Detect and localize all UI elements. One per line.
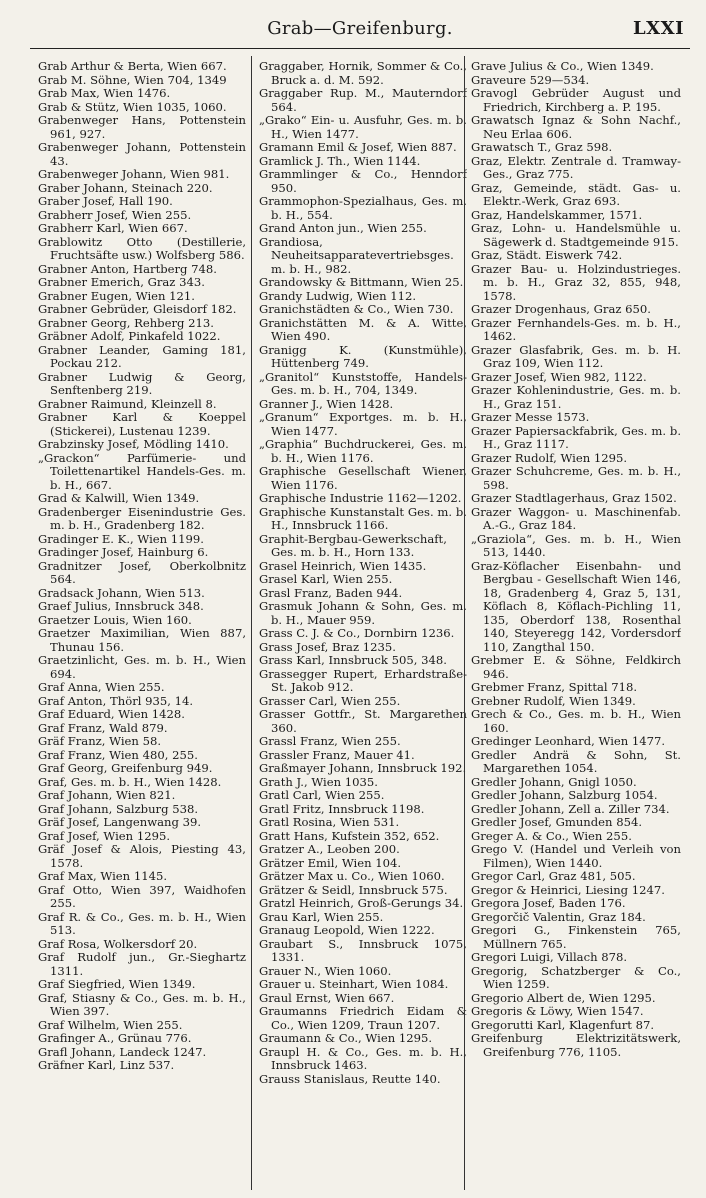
directory-entry: Grawatsch Ignaz & Sohn Nachf., Neu Erlaa 606. xyxy=(471,113,681,141)
directory-entry: Graggaber Rup. M., Mauterndorf 564. xyxy=(259,86,467,114)
directory-entry: Granichstädten & Co., Wien 730. xyxy=(259,302,454,316)
directory-entry: Graz-Köflacher Eisenbahn- und Bergbau - Gesellschaft Wien 146, 18, Gradenberg 4, Graz 5, 131, Köflach 8, Köflach-Pichling 11, 135, Oberdorf 138, Rosenthal 140, Steyeregg 142, Vordersdorf 110, Zangthal 150. xyxy=(471,558,681,654)
directory-entry: Grave Julius & Co., Wien 1349. xyxy=(471,60,654,73)
directory-entry: Grab Arthur & Berta, Wien 667. xyxy=(38,60,227,73)
directory-entry: Grass Josef, Braz 1235. xyxy=(259,639,396,654)
directory-entry: Graggaber, Hornik, Sommer & Co., Bruck a. d. M. 592. xyxy=(259,60,467,87)
directory-entry: Grabzinsky Josef, Mödling 1410. xyxy=(38,437,229,451)
directory-entry: Grabenweger Johann, Pottenstein 43. xyxy=(38,140,246,168)
directory-entry: Grazer Waggon- u. Maschinenfab. A.-G., Graz 184. xyxy=(471,504,681,532)
directory-entry: Grasel Heinrich, Wien 1435. xyxy=(259,558,427,573)
directory-entry: Grassler Franz, Mauer 41. xyxy=(259,747,415,762)
directory-entry: Gregorčič Valentin, Graz 184. xyxy=(471,909,646,924)
directory-entry: Graz, Lohn- u. Handelsmühle u. Sägewerk d. Stadtgemeinde 915. xyxy=(471,221,681,249)
directory-entry: Grandiosa, Neuheitsapparatevertriebsges. m. b. H., 982. xyxy=(259,234,454,276)
directory-entry: Graf Georg, Greifenburg 949. xyxy=(38,761,213,775)
directory-entry: Grasser Gottfr., St. Margarethen 360. xyxy=(259,707,467,735)
directory-entry: Grassegger Rupert, Erhardstraße-St. Jakob 912. xyxy=(259,666,467,694)
column-divider xyxy=(464,56,465,1190)
directory-entry: Gradinger E. K., Wien 1199. xyxy=(38,531,204,546)
directory-entry: „Grackon“ Parfümerie- und Toilettenartikel Handels-Ges. m. b. H., 667. xyxy=(38,450,246,492)
directory-entry: Grazer Kohlenindustrie, Ges. m. b. H., Graz 151. xyxy=(471,383,681,411)
directory-entry: Gredler Johann, Zell a. Ziller 734. xyxy=(471,801,670,816)
directory-entry: Graf Johann, Salzburg 538. xyxy=(38,801,199,816)
directory-entry: Grab M. Söhne, Wien 704, 1349 xyxy=(38,72,227,87)
directory-entry: Grass C. J. & Co., Dornbirn 1236. xyxy=(259,626,455,640)
directory-entry: Graf Josef, Wien 1295. xyxy=(38,828,171,843)
directory-entry: Graber Johann, Steinach 220. xyxy=(38,180,213,195)
directory-entry: Graf Rosa, Wolkersdorf 20. xyxy=(38,936,198,951)
directory-entry: Graf Anton, Thörl 935, 14. xyxy=(38,693,194,708)
directory-entry: Gratl Fritz, Innsbruck 1198. xyxy=(259,801,425,816)
directory-entry: Grabner Raimund, Kleinzell 8. xyxy=(38,396,217,411)
page-header xyxy=(30,10,690,44)
directory-entry: Grammophon-Spezialhaus, Ges. m. b. H., 554. xyxy=(259,194,467,222)
directory-entry: Graetzinlicht, Ges. m. b. H., Wien 694. xyxy=(38,653,246,681)
directory-entry: Graul Ernst, Wien 667. xyxy=(259,990,395,1005)
directory-entry: „Grako“ Ein- u. Ausfuhr, Ges. m. b. H., Wien 1477. xyxy=(259,113,467,141)
directory-entry: Graphische Kunstanstalt Ges. m. b. H., Innsbruck 1166. xyxy=(259,504,467,532)
directory-entry: Grau Karl, Wien 255. xyxy=(259,909,384,924)
directory-entry: Grabner Georg, Rehberg 213. xyxy=(38,315,214,330)
directory-entry: Gredler Johann, Gnigl 1050. xyxy=(471,774,637,789)
directory-entry: Grätzer Max u. Co., Wien 1060. xyxy=(259,869,445,883)
directory-entry: Grazer Josef, Wien 982, 1122. xyxy=(471,369,647,384)
directory-entry: Graf Siegfried, Wien 1349. xyxy=(38,977,196,991)
directory-entry: Gradnitzer Josef, Oberkolbnitz 564. xyxy=(38,558,246,586)
directory-entry: Grand Anton jun., Wien 255. xyxy=(259,221,427,235)
directory-entry: Gräfner Karl, Linz 537. xyxy=(38,1058,175,1072)
directory-entry: Graf, Stiasny & Co., Ges. m. b. H., Wien 397. xyxy=(38,990,246,1018)
directory-entry: Gradsack Johann, Wien 513. xyxy=(38,585,205,600)
directory-entry: „Graphia“ Buchdruckerei, Ges. m. b. H., Wien 1176. xyxy=(259,437,467,465)
directory-entry: Grebner Rudolf, Wien 1349. xyxy=(471,693,636,708)
directory-entry: Graz, Gemeinde, städt. Gas- u. Elektr.-Werk, Graz 693. xyxy=(471,180,681,208)
directory-entry: Grebmer Franz, Spittal 718. xyxy=(471,680,638,694)
directory-entry: Gratt Hans, Kufstein 352, 652. xyxy=(259,828,440,843)
directory-entry: „Granum“ Exportges. m. b. H., Wien 1477. xyxy=(259,410,467,438)
directory-entry: Grazer Drogenhaus, Graz 650. xyxy=(471,302,651,316)
directory-entry: Graf Rudolf jun., Gr.-Sieghartz 1311. xyxy=(38,950,246,978)
directory-entry: Grandy Ludwig, Wien 112. xyxy=(259,288,417,303)
directory-entry: Grabner Leander, Gaming 181, Pockau 212. xyxy=(38,342,246,370)
header-rule xyxy=(30,48,690,49)
directory-entry: Grass Karl, Innsbruck 505, 348. xyxy=(259,653,447,667)
directory-entry: Graz, Handelskammer, 1571. xyxy=(471,207,643,222)
directory-entry: Grasel Karl, Wien 255. xyxy=(259,572,393,586)
directory-entry: Grazer Papiersackfabrik, Ges. m. b. H., Graz 1117. xyxy=(471,423,681,451)
directory-entry: Grabenweger Johann, Wien 981. xyxy=(38,167,230,181)
directory-entry: Grasl Franz, Baden 944. xyxy=(259,585,403,600)
directory-entry: Graumann & Co., Wien 1295. xyxy=(259,1031,433,1045)
directory-entry: Grauer N., Wien 1060. xyxy=(259,963,392,978)
directory-entry: Graphit-Bergbau-Gewerkschaft, Ges. m. b. H., Horn 133. xyxy=(259,531,447,559)
directory-entry: Grafl Johann, Landeck 1247. xyxy=(38,1044,207,1059)
directory-entry: Gradinger Josef, Hainburg 6. xyxy=(38,545,209,559)
directory-entry: Grawatsch T., Graz 598. xyxy=(471,140,613,154)
directory-entry: Graf Franz, Wald 879. xyxy=(38,720,168,735)
column-1 xyxy=(38,60,246,1188)
directory-entry: Grassl Franz, Wien 255. xyxy=(259,734,401,748)
directory-entry: Granigg K. (Kunstmühle), Hüttenberg 749. xyxy=(259,342,467,370)
directory-entry: Grazer Fernhandels-Ges. m. b. H., 1462. xyxy=(471,315,681,343)
directory-entry: Gregor & Heinrici, Liesing 1247. xyxy=(471,882,665,897)
directory-entry: Grebmer E. & Söhne, Feldkirch 946. xyxy=(471,653,681,681)
directory-entry: Gratl Rosina, Wien 531. xyxy=(259,815,400,829)
directory-entry: Graetzer Louis, Wien 160. xyxy=(38,612,192,627)
directory-entry: Graupl H. & Co., Ges. m. b. H., Innsbruck 1463. xyxy=(259,1044,467,1072)
directory-entry: Gradenberger Eisenindustrie Ges. m. b. H., Gradenberg 182. xyxy=(38,504,246,532)
page-title: Grab—Greifenburg. xyxy=(267,18,453,39)
directory-entry: Grauer u. Steinhart, Wien 1084. xyxy=(259,977,449,991)
directory-entry: Grech & Co., Ges. m. b. H., Wien 160. xyxy=(471,707,681,735)
directory-entry: Graphische Gesellschaft Wiener, Wien 1176. xyxy=(259,464,467,492)
directory-entry: Graf Max, Wien 1145. xyxy=(38,869,168,883)
directory-entry: Graf R. & Co., Ges. m. b. H., Wien 513. xyxy=(38,909,246,937)
directory-entry: Greger A. & Co., Wien 255. xyxy=(471,828,632,843)
directory-entry: Gräf Josef & Alois, Piesting 43, 1578. xyxy=(38,842,246,870)
column-divider xyxy=(251,56,252,1190)
directory-entry: Grasmuk Johann & Sohn, Ges. m. b. H., Mauer 959. xyxy=(259,599,467,627)
directory-entry: Gramlick J. Th., Wien 1144. xyxy=(259,153,421,168)
directory-entry: Gregora Josef, Baden 176. xyxy=(471,896,626,910)
directory-entry: Graf Otto, Wien 397, Waidhofen 255. xyxy=(38,882,246,910)
directory-entry: Grätzer Emil, Wien 104. xyxy=(259,855,402,870)
directory-entry: Gräf Franz, Wien 58. xyxy=(38,734,162,748)
directory-entry: Gräf Josef, Langenwang 39. xyxy=(38,815,202,829)
column-2 xyxy=(259,60,467,1188)
directory-entry: Gregoris & Löwy, Wien 1547. xyxy=(471,1004,644,1018)
directory-entry: Grego V. (Handel und Verleih von Filmen), Wien 1440. xyxy=(471,842,681,870)
directory-entry: Grazer Glasfabrik, Ges. m. b. H. Graz 109, Wien 112. xyxy=(471,342,681,370)
directory-entry: Granner J., Wien 1428. xyxy=(259,396,394,411)
directory-entry: Graf Anna, Wien 255. xyxy=(38,680,165,694)
directory-entry: „Graziola“, Ges. m. b. H., Wien 513, 1440. xyxy=(471,531,681,559)
directory-entry: Graz, Städt. Eiswerk 742. xyxy=(471,248,623,262)
directory-entry: Grablowitz Otto (Destillerie, Fruchtsäfte usw.) Wolfsberg 586. xyxy=(38,234,246,262)
directory-entry: Graubart S., Innsbruck 1075, 1331. xyxy=(259,936,467,964)
directory-entry: Gratzl Heinrich, Groß-Gerungs 34. xyxy=(259,896,464,910)
directory-entry: Gredler Andrä & Sohn, St. Margarethen 1054. xyxy=(471,747,681,775)
directory-entry: Grazer Bau- u. Holzindustrieges. m. b. H., Graz 32, 855, 948, 1578. xyxy=(471,261,681,303)
directory-entry: Graf, Ges. m. b. H., Wien 1428. xyxy=(38,774,222,789)
directory-entry: Graphische Industrie 1162—1202. xyxy=(259,491,462,505)
directory-entry: Grab Max, Wien 1476. xyxy=(38,86,171,100)
directory-entry: Grafinger A., Grünau 776. xyxy=(38,1031,192,1045)
directory-entry: Grad & Kalwill, Wien 1349. xyxy=(38,491,200,505)
directory-entry: Gredler Josef, Gmunden 854. xyxy=(471,815,643,829)
directory-entry: Grabenweger Hans, Pottenstein 961, 927. xyxy=(38,113,246,141)
directory-entry: Grabner Karl & Koeppel (Stickerei), Lustenau 1239. xyxy=(38,410,246,438)
directory-entry: Grammlinger & Co., Henndorf 950. xyxy=(259,167,467,195)
directory-entry: Gredler Johann, Salzburg 1054. xyxy=(471,788,658,802)
directory-entry: Grabner Gebrüder, Gleisdorf 182. xyxy=(38,302,237,316)
directory-entry: Grabherr Josef, Wien 255. xyxy=(38,207,192,222)
directory-entry: Gramann Emil & Josef, Wien 887. xyxy=(259,140,457,154)
directory-entry: Grazer Messe 1573. xyxy=(471,410,590,424)
directory-entry: Graber Josef, Hall 190. xyxy=(38,194,173,208)
directory-entry: Greifenburg Elektrizitätswerk, Greifenburg 776, 1105. xyxy=(471,1031,681,1059)
directory-entry: Grandowsky & Bittmann, Wien 25. xyxy=(259,275,464,289)
directory-entry: Grauss Stanislaus, Reutte 140. xyxy=(259,1071,441,1086)
directory-entry: Gregorig, Schatzberger & Co., Wien 1259. xyxy=(471,963,681,991)
directory-entry: Gratzer A., Leoben 200. xyxy=(259,842,400,856)
directory-entry: Graetzer Maximilian, Wien 887, Thunau 156. xyxy=(38,626,246,654)
directory-entry: Graf Johann, Wien 821. xyxy=(38,788,176,802)
directory-entry: Gravogl Gebrüder August und Friedrich, Kirchberg a. P. 195. xyxy=(471,86,681,114)
directory-entry: Grab & Stütz, Wien 1035, 1060. xyxy=(38,99,227,114)
directory-entry: Grabner Emerich, Graz 343. xyxy=(38,275,205,289)
directory-entry: Grazer Rudolf, Wien 1295. xyxy=(471,450,628,465)
directory-entry: Grabherr Karl, Wien 667. xyxy=(38,221,188,235)
directory-entry: Grazer Schuhcreme, Ges. m. b. H., 598. xyxy=(471,464,681,492)
directory-entry: Graveure 529—534. xyxy=(471,72,590,87)
directory-entry: Grasser Carl, Wien 255. xyxy=(259,693,401,708)
directory-entry: Graumanns Friedrich Eidam & Co., Wien 1209, Traun 1207. xyxy=(259,1004,467,1032)
page-number: LXXI xyxy=(632,18,684,39)
directory-entry: Graz, Elektr. Zentrale d. Tramway-Ges., Graz 775. xyxy=(471,153,681,181)
directory-entry: Graf Franz, Wien 480, 255. xyxy=(38,747,198,762)
directory-entry: Gräbner Adolf, Pinkafeld 1022. xyxy=(38,329,221,343)
directory-entry: Grabner Anton, Hartberg 748. xyxy=(38,261,217,276)
directory-entry: Grazer Stadtlagerhaus, Graz 1502. xyxy=(471,491,677,505)
directory-entry: Gratl Carl, Wien 255. xyxy=(259,788,385,802)
directory-entry: Granaug Leopold, Wien 1222. xyxy=(259,923,435,937)
column-3 xyxy=(471,60,681,1188)
directory-entry: Graef Julius, Innsbruck 348. xyxy=(38,599,204,613)
directory-entry: „Granitol“ Kunststoffe, Handels-Ges. m. b. H., 704, 1349. xyxy=(259,369,467,397)
directory-entry: Gregor Carl, Graz 481, 505. xyxy=(471,869,636,883)
directory-entry: Grätzer & Seidl, Innsbruck 575. xyxy=(259,882,448,897)
directory-entry: Grabner Ludwig & Georg, Senftenberg 219. xyxy=(38,369,246,397)
directory-entry: Gregorio Albert de, Wien 1295. xyxy=(471,990,656,1005)
directory-entry: Grath J., Wien 1035. xyxy=(259,774,378,789)
directory-entry: Grabner Eugen, Wien 121. xyxy=(38,288,195,303)
directory-entry: Gredinger Leonhard, Wien 1477. xyxy=(471,734,666,748)
directory-entry: Gregorutti Karl, Klagenfurt 87. xyxy=(471,1017,655,1032)
directory-entry: Granichstätten M. & A. Witte, Wien 490. xyxy=(259,315,467,343)
directory-entry: Graßmayer Johann, Innsbruck 192. xyxy=(259,761,467,775)
directory-entry: Graf Wilhelm, Wien 255. xyxy=(38,1017,183,1032)
directory-entry: Gregori Luigi, Villach 878. xyxy=(471,950,628,964)
directory-entry: Graf Eduard, Wien 1428. xyxy=(38,707,185,721)
directory-entry: Gregori G., Finkenstein 765, Müllnern 765. xyxy=(471,923,681,951)
